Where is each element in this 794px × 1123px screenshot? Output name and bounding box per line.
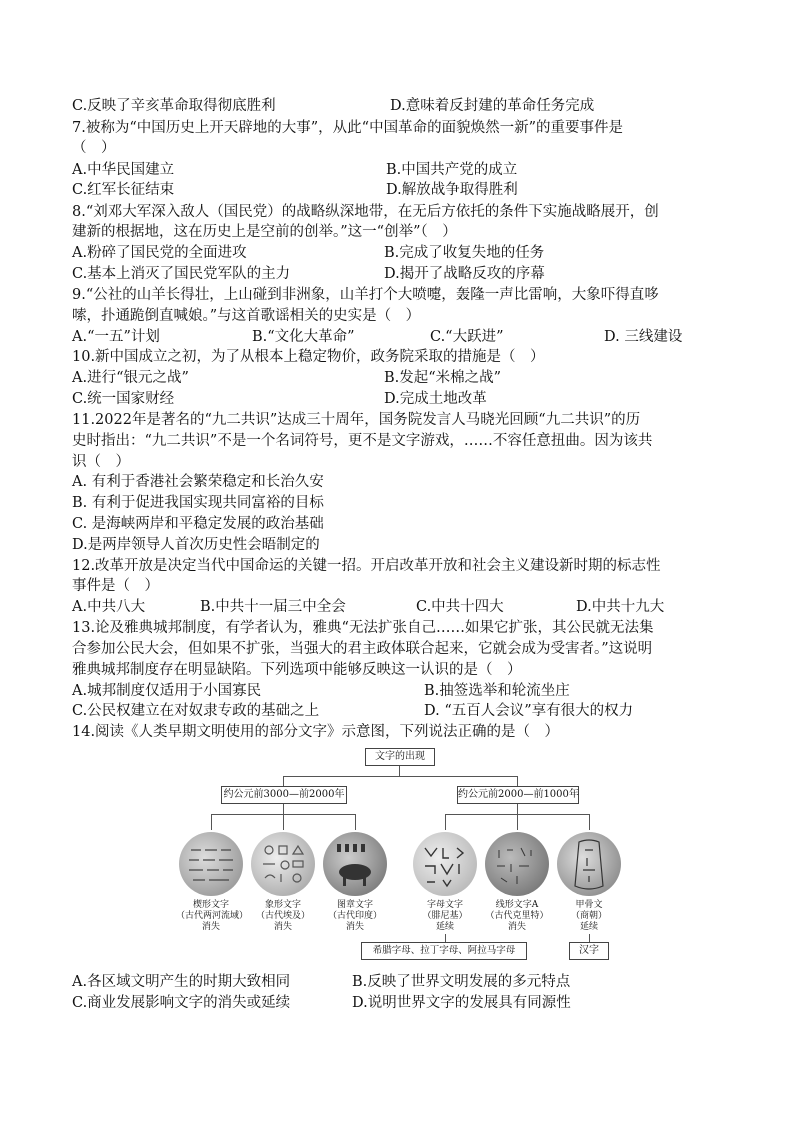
script-fate: 消失 [345, 922, 364, 932]
diagram-descendant-hanzi: 汉字 [569, 942, 609, 960]
q14-option-d: D.说明世界文字的发展具有同源性 [352, 995, 571, 1011]
q8-option-d: D.揭开了战略反攻的序幕 [384, 266, 545, 282]
script-name: 字母文字 [426, 900, 463, 910]
q11-option-c: C. 是海峡两岸和平稳定发展的政治基础 [72, 516, 324, 532]
cuneiform-tablet-image [179, 832, 243, 896]
diagram-period-1-box: 约公元前3000—前2000年 [221, 786, 347, 804]
q7-option-c: C.红军长征结束 [72, 182, 175, 198]
connector [517, 804, 518, 814]
connector [211, 814, 212, 830]
script-name: 甲骨文 [575, 900, 603, 910]
connector [283, 814, 284, 830]
q13-stem-cont: 合参加公民大会，但如果不扩张，当强大的君主政体联合起来，它就会成为受害者。”这说明 [72, 641, 653, 657]
q7-stem: 7.被称为“中国历史上开天辟地的大事”，从此“中国革命的面貌焕然一新”的重要事件是 [72, 120, 623, 136]
q6-option-d: D.意味着反封建的革命任务完成 [390, 98, 595, 114]
q12-option-a: A.中共八大 [72, 599, 146, 615]
script-name: 图章文字 [336, 900, 373, 910]
q10-option-d: D.完成土地改革 [384, 391, 487, 407]
q12-stem: 12.改革开放是决定当代中国命运的关键一招。开启改革开放和社会主义建设新时期的标志性 [72, 558, 661, 574]
q9-stem: 9.“公社的山羊长得壮，上山碰到非洲象，山羊打个大喷嚏，轰隆一声比雷响，大象吓得直哆 [72, 287, 659, 303]
q8-option-a: A.粉碎了国民党的全面进攻 [72, 245, 247, 261]
script-origin: （腓尼基） [422, 911, 468, 921]
q13-option-b: B.抽签选举和轮流坐庄 [424, 683, 570, 699]
q14-option-b: B.反映了世界文明发展的多元特点 [352, 974, 571, 990]
indus-seal-image [323, 832, 387, 896]
script-name: 线形文字A [495, 900, 539, 910]
connector [445, 814, 446, 830]
connector [517, 776, 518, 786]
hieroglyph-image [251, 832, 315, 896]
q11-stem: 11.2022年是著名的“九二共识”达成三十周年，国务院发言人马晓光回顾“九二共识”的历 [72, 412, 641, 428]
script-name: 象形文字 [264, 900, 301, 910]
script-fate: 延续 [435, 922, 454, 932]
linear-a-tablet-image [485, 832, 549, 896]
q9-option-b: B.“文化大革命” [252, 329, 355, 345]
script-origin: （古代两河流域） [176, 911, 249, 921]
q6-option-c: C.反映了辛亥革命取得彻底胜利 [72, 98, 276, 114]
q8-option-c: C.基本上消灭了国民党军队的主力 [72, 266, 291, 282]
connector [589, 814, 590, 830]
q11-option-a: A. 有利于香港社会繁荣稳定和长治久安 [72, 474, 324, 490]
q14-option-c: C.商业发展影响文字的消失或延续 [72, 995, 291, 1011]
q14-stem: 14.阅读《人类早期文明使用的部分文字》示意图，下列说法正确的是（ ） [72, 724, 560, 740]
q12-option-c: C.中共十四大 [416, 599, 504, 615]
q12-option-d: D.中共十九大 [576, 599, 665, 615]
script-origin: （古代埃及） [255, 911, 310, 921]
script-origin: （古代克里特） [485, 911, 549, 921]
q8-option-b: B.完成了收复失地的任务 [384, 245, 545, 261]
q13-stem-cont2: 雅典城邦制度存在明显缺陷。下列选项中能够反映这一认识的是（ ） [72, 662, 522, 678]
q7-option-d: D.解放战争取得胜利 [386, 182, 518, 198]
q9-stem-cont: 嗦，扑通跪倒直喊娘。”与这首歌谣相关的史实是（ ） [72, 308, 421, 324]
q10-option-a: A.进行“银元之战” [72, 370, 189, 386]
diagram-root-box: 文字的出现 [365, 748, 435, 766]
script-origin: （古代印度） [327, 911, 382, 921]
q7-option-b: B.中国共产党的成立 [386, 162, 518, 178]
caption-cuneiform [176, 900, 249, 933]
q7-option-a: A.中华民国建立 [72, 162, 175, 178]
q13-stem: 13.论及雅典城邦制度，有学者认为，雅典“无法扩张自己……如果它扩张，其公民就无法集 [72, 620, 654, 636]
connector [517, 814, 518, 830]
script-fate: 消失 [273, 922, 292, 932]
q8-stem-cont: 建新的根据地，这在历史上是空前的创举。”这一“创举”（ ） [72, 224, 457, 240]
q7-stem-cont: （ ） [72, 140, 116, 156]
connector [589, 934, 590, 942]
caption-oracle-bone [554, 900, 624, 933]
q13-option-d: D. “五百人会议”享有很大的权力 [424, 703, 634, 719]
oracle-bone-image [557, 832, 621, 896]
q13-option-c: C.公民权建立在对奴隶专政的基础之上 [72, 703, 320, 719]
q12-option-b: B.中共十一届三中全会 [200, 599, 346, 615]
diagram-descendant-alphabets: 希腊字母、拉丁字母、阿拉马字母 [361, 942, 527, 960]
script-fate: 延续 [579, 922, 598, 932]
script-origin: （商朝） [570, 911, 607, 921]
script-fate: 消失 [507, 922, 526, 932]
connector [355, 814, 356, 830]
q11-option-b: B. 有利于促进我国实现共同富裕的目标 [72, 495, 324, 511]
q11-stem-cont: 史时指出：“九二共识”不是一个名词符号，更不是文字游戏，……不容任意扭曲。因为该共 [72, 433, 653, 449]
connector [283, 776, 517, 777]
q9-option-c: C.“大跃进” [430, 329, 504, 345]
connector [283, 804, 284, 814]
connector [399, 766, 400, 776]
q11-stem-cont2: 识（ ） [72, 454, 130, 470]
q13-option-a: A.城邦制度仅适用于小国寡民 [72, 683, 262, 699]
phoenician-alphabet-image [413, 832, 477, 896]
q11-option-d: D.是两岸领导人首次历史性会晤制定的 [72, 537, 320, 553]
connector [283, 776, 284, 786]
q9-option-a: A.“一五”计划 [72, 329, 160, 345]
caption-alphabet [410, 900, 480, 933]
q10-option-b: B.发起“米棉之战” [384, 370, 502, 386]
connector [445, 934, 446, 942]
script-fate: 消失 [201, 922, 220, 932]
q14-option-a: A.各区域文明产生的时期大致相同 [72, 974, 291, 990]
script-name: 楔形文字 [192, 900, 229, 910]
caption-seal-script [320, 900, 390, 933]
diagram-period-2-box: 约公元前2000—前1000年 [457, 786, 579, 804]
q9-option-d: D. 三线建设 [604, 329, 683, 345]
writing-origins-diagram [175, 744, 625, 966]
q10-option-c: C.统一国家财经 [72, 391, 175, 407]
caption-linear-a [482, 900, 552, 933]
q12-stem-cont: 事件是（ ） [72, 578, 159, 594]
q8-stem: 8.“刘邓大军深入敌人（国民党）的战略纵深地带，在无后方依托的条件下实施战略展开，创 [72, 204, 659, 220]
caption-hieroglyph [248, 900, 318, 933]
q10-stem: 10.新中国成立之初，为了从根本上稳定物价，政务院采取的措施是（ ） [72, 349, 545, 365]
